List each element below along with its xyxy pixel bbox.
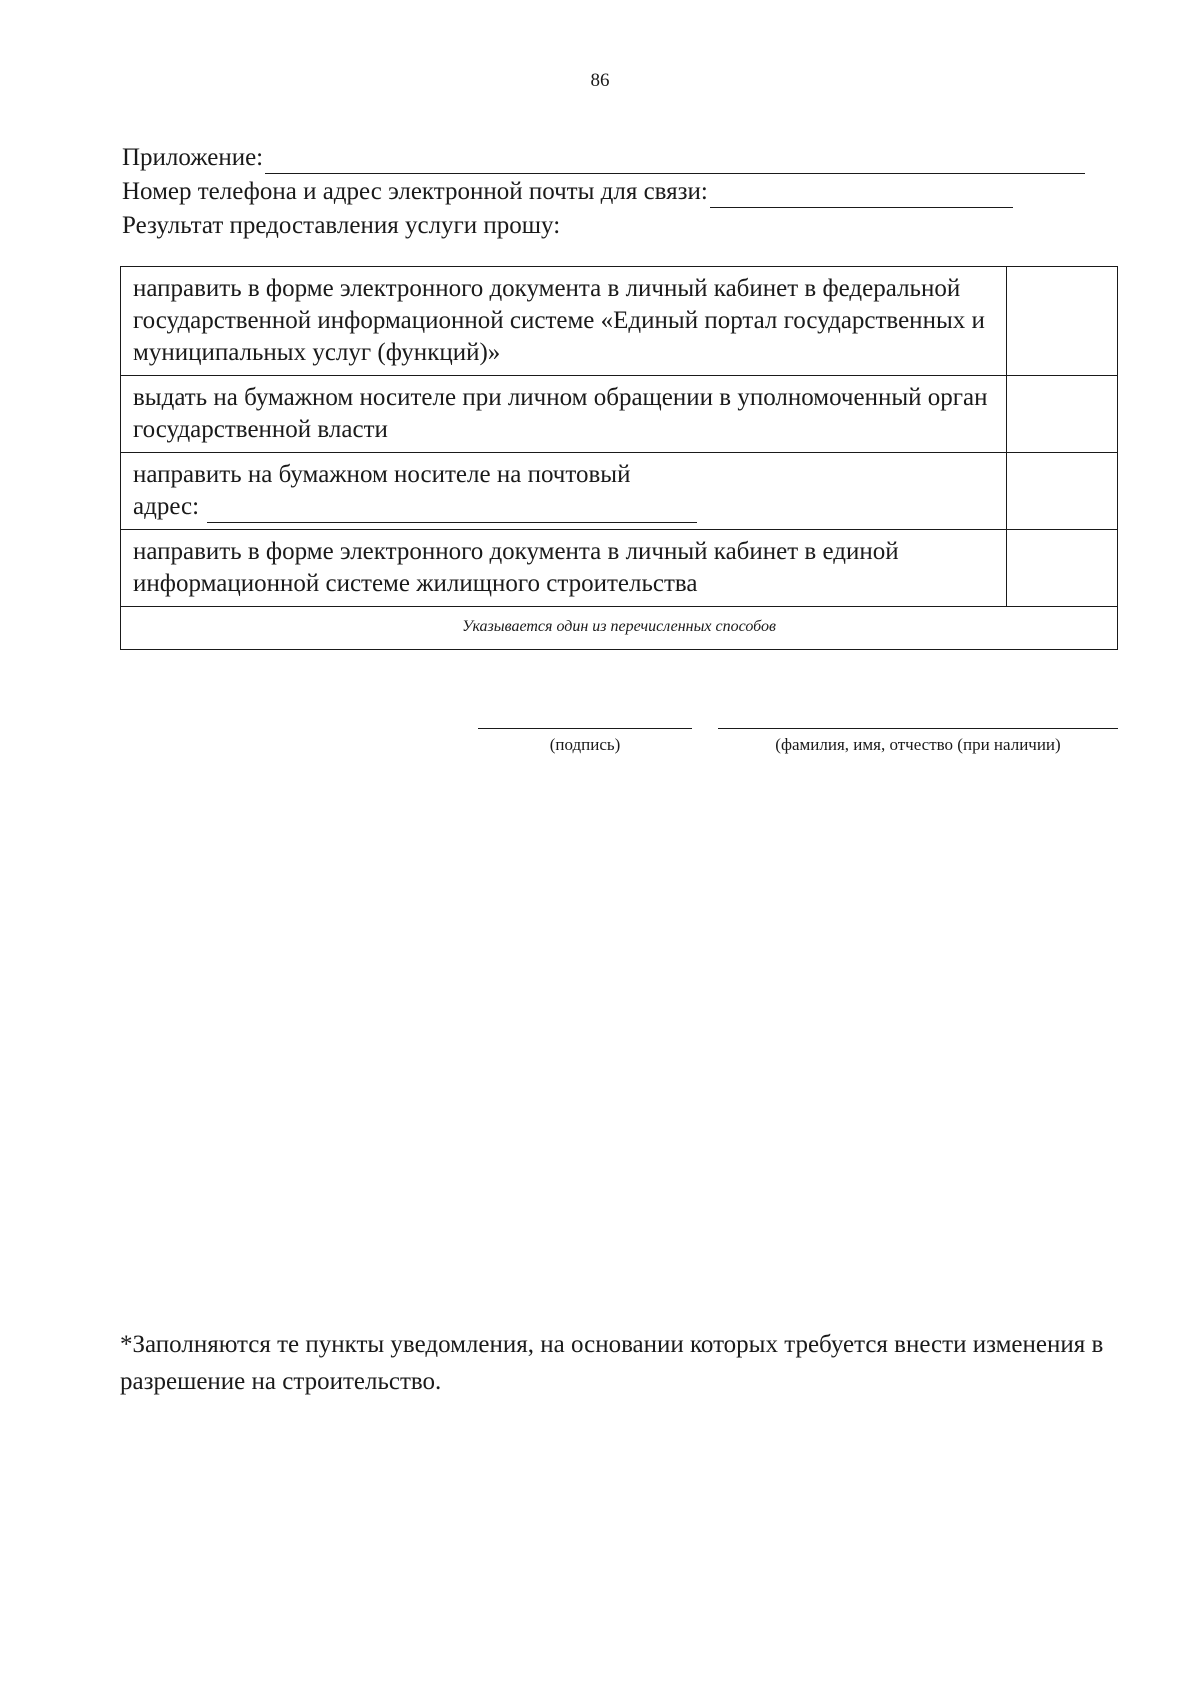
fullname-input-line[interactable] bbox=[718, 728, 1118, 729]
option-row bbox=[121, 267, 1118, 376]
page-number: 86 bbox=[590, 70, 610, 91]
option-text: направить в форме электронного документа в личный кабинет в федеральной государственной информационной системе «Единый портал государственных и муниципальных услуг (функций)» bbox=[121, 267, 1007, 376]
contact-field bbox=[122, 176, 1013, 208]
option-row bbox=[121, 376, 1118, 453]
options-note: Указывается один из перечисленных способов bbox=[121, 607, 1118, 650]
result-field bbox=[122, 210, 560, 242]
option-row bbox=[121, 453, 1118, 530]
attachment-label: Приложение: bbox=[122, 144, 264, 171]
option-text: направить в форме электронного документа в личный кабинет в единой информационной системе жилищного строительства bbox=[121, 530, 1007, 607]
option-checkbox[interactable] bbox=[1007, 453, 1118, 530]
attachment-field bbox=[122, 142, 1085, 174]
postal-address-input-line[interactable] bbox=[207, 500, 697, 523]
option-text: выдать на бумажном носителе при личном обращении в уполномоченный орган государственной власти bbox=[121, 376, 1007, 453]
result-options-table bbox=[120, 266, 1118, 650]
option-checkbox[interactable] bbox=[1007, 530, 1118, 607]
postal-address-label: адрес: bbox=[133, 493, 200, 520]
postal-option-line2 bbox=[133, 491, 996, 523]
signature-caption: (подпись) bbox=[549, 735, 621, 754]
option-row bbox=[121, 530, 1118, 607]
signature-block bbox=[478, 728, 692, 755]
footnote: *Заполняются те пункты уведомления, на основании которых требуется внести изменения в разрешение на строительство. bbox=[120, 1331, 1104, 1395]
postal-option-line1: направить на бумажном носителе на почтовый bbox=[133, 461, 631, 488]
fullname-caption: (фамилия, имя, отчество (при наличии) bbox=[775, 735, 1061, 754]
attachment-input-line[interactable] bbox=[265, 149, 1085, 174]
options-note-row bbox=[121, 607, 1118, 650]
fullname-block bbox=[718, 728, 1118, 755]
result-label: Результат предоставления услуги прошу: bbox=[122, 212, 561, 239]
option-checkbox[interactable] bbox=[1007, 267, 1118, 376]
signature-input-line[interactable] bbox=[478, 728, 692, 729]
contact-label: Номер телефона и адрес электронной почты для связи: bbox=[122, 178, 708, 205]
option-text-postal bbox=[121, 453, 1007, 530]
contact-input-line[interactable] bbox=[710, 183, 1013, 208]
option-checkbox[interactable] bbox=[1007, 376, 1118, 453]
